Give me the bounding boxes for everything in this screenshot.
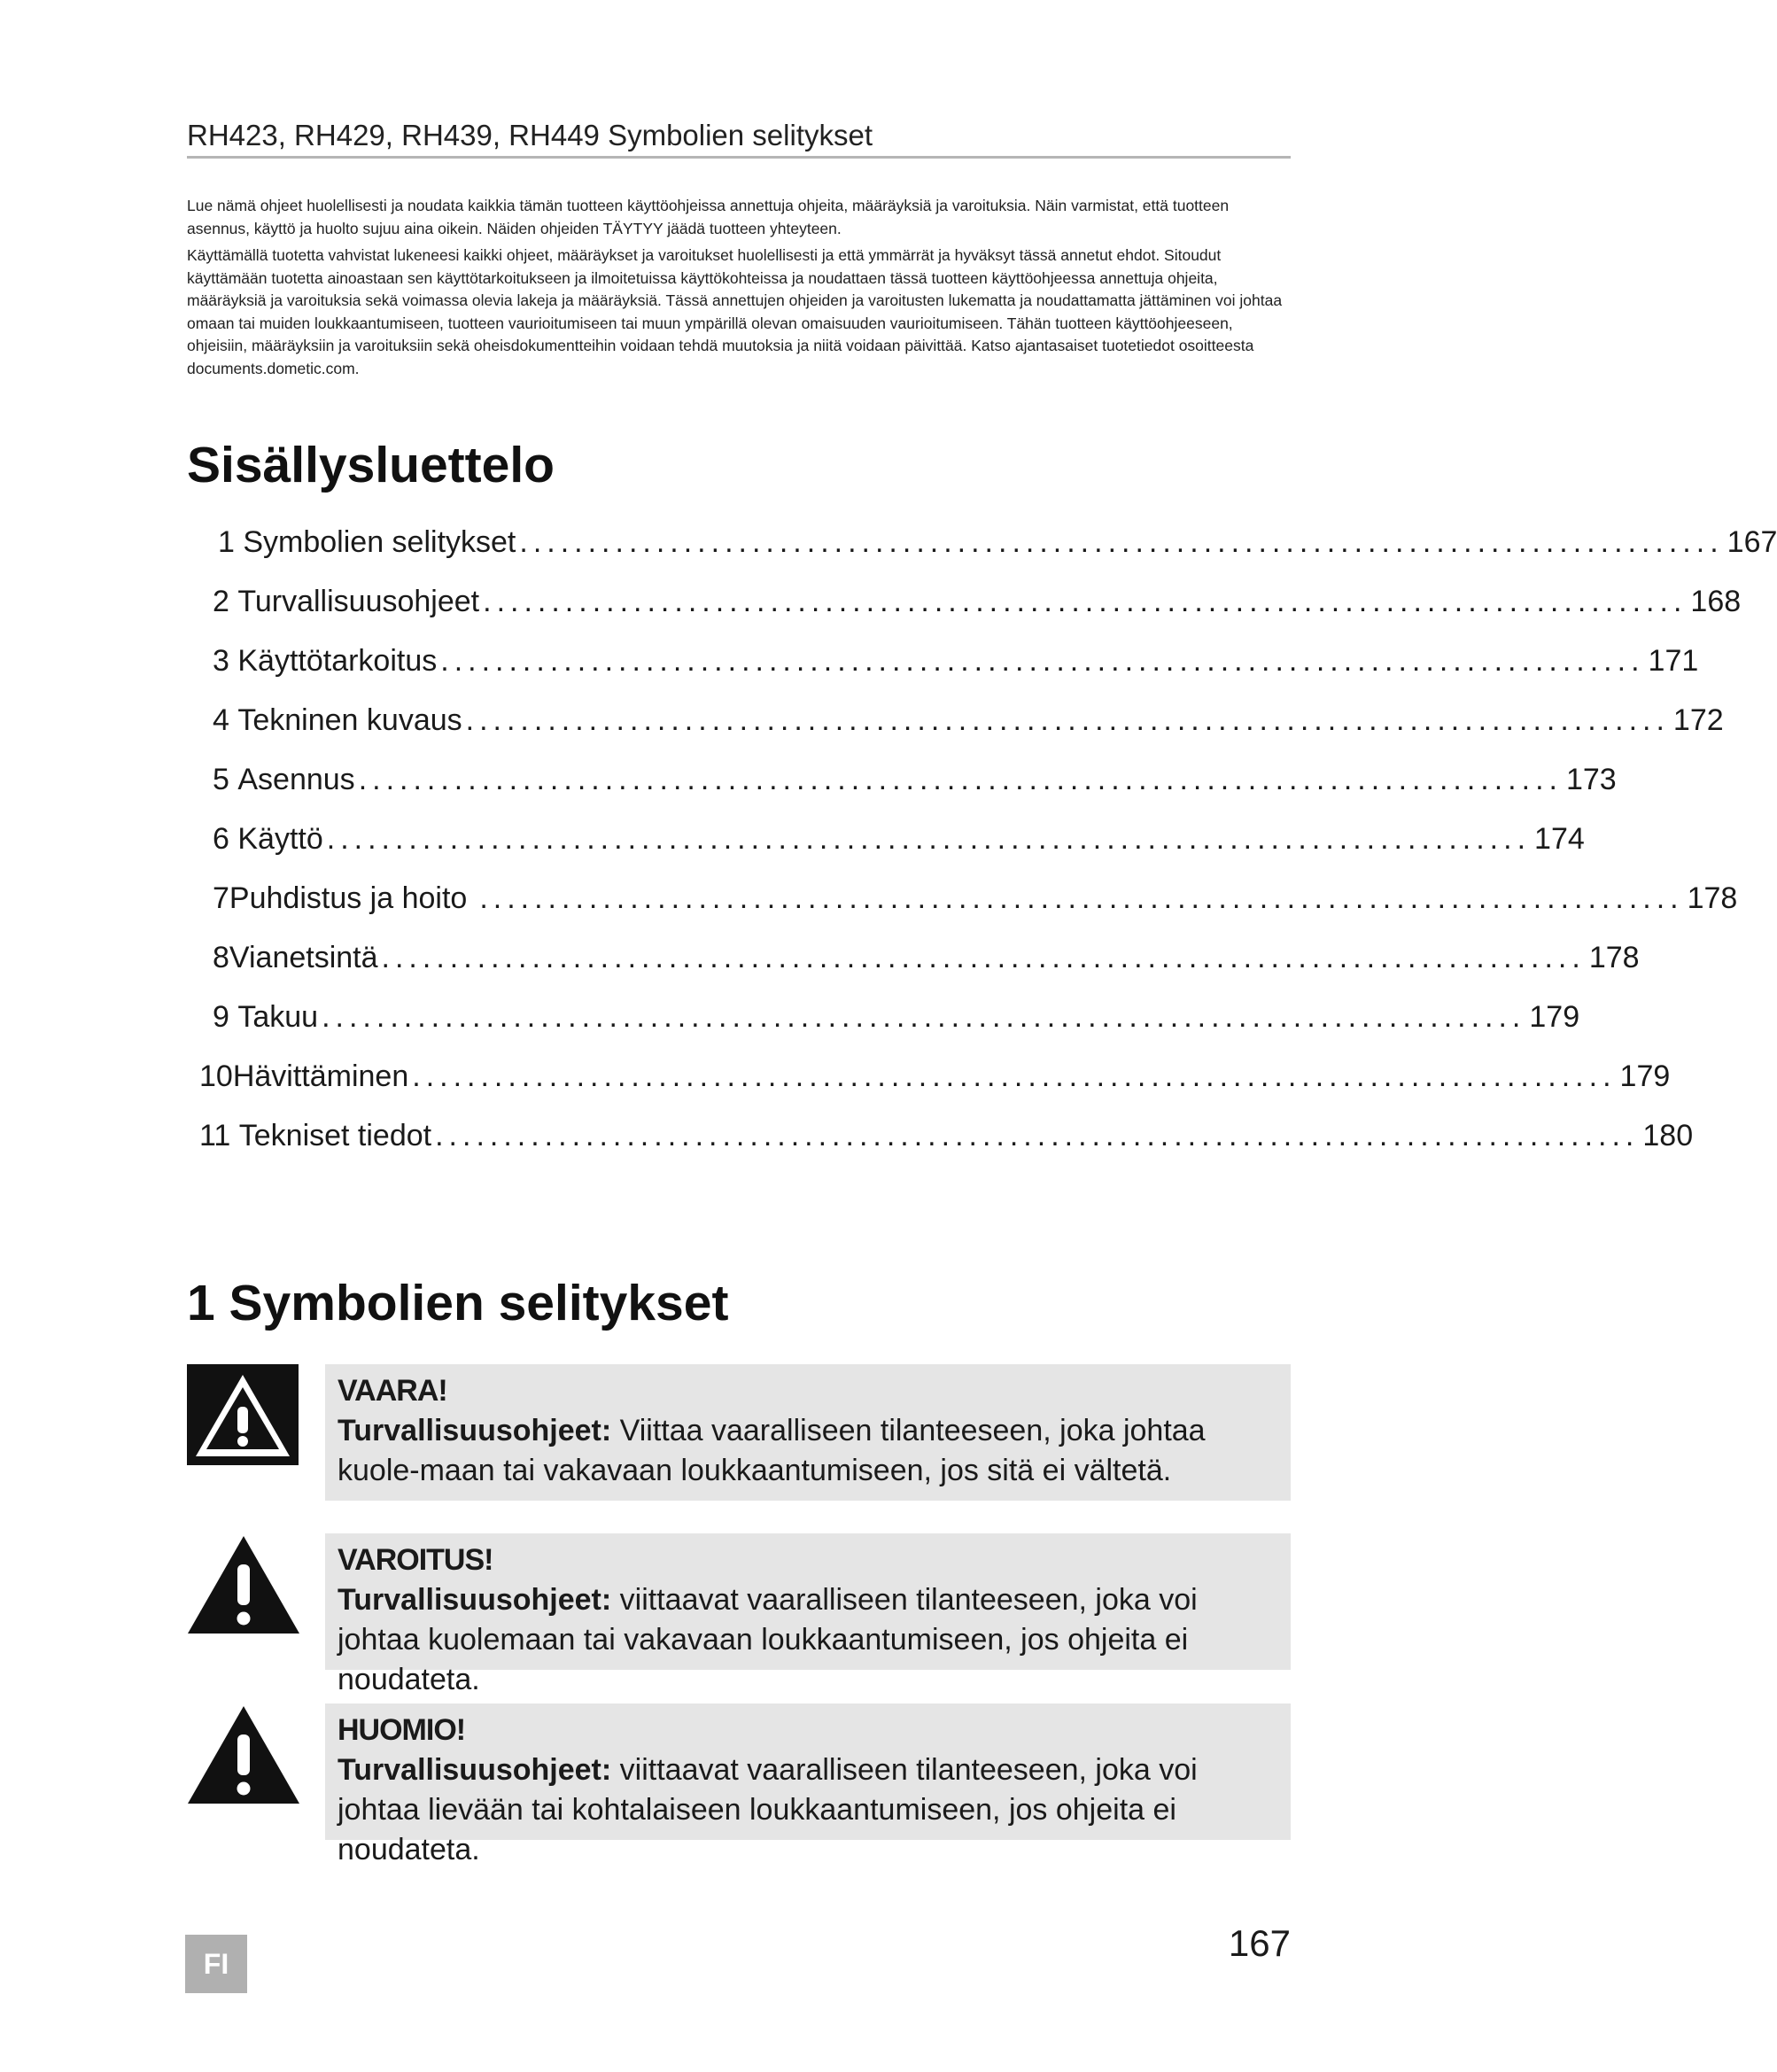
toc-item-title: Hävittäminen: [232, 1059, 409, 1093]
toc-item-page: 173: [1565, 763, 1617, 796]
caution-notice-box: [325, 1703, 1291, 1866]
warning-notice-box: [325, 1533, 1291, 1696]
toc-item[interactable]: [213, 997, 1580, 1036]
toc-leader: ........................................................................................: [519, 525, 1724, 559]
intro-text: [187, 195, 1294, 384]
warning-triangle-icon: [187, 1534, 300, 1635]
toc-item-title: Tekninen kuvaus: [237, 703, 462, 737]
toc-item-page: 179: [1619, 1059, 1671, 1093]
toc-item-number: 6: [213, 822, 238, 856]
signal-word: VAROITUS!: [338, 1543, 493, 1577]
toc-item-title: Turvallisuusohjeet: [237, 585, 480, 618]
toc-item[interactable]: [213, 819, 1585, 858]
toc-leader: ........................................................................................: [358, 763, 1563, 796]
toc-item-page: 179: [1529, 1000, 1580, 1034]
toc-item[interactable]: [213, 879, 1738, 918]
intro-paragraph-2: Käyttämällä tuotetta vahvistat lukeneesi kaikki ohjeet, määräykset ja varoitukset huolellisesti ja että ymmärrät ja hyväksyt tässä annetut ehdot. Sitoudut käyttämään tuotetta ainoastaan sen käyttötarkoitukseen ja ilmoitetuissa käyttökohteissa ja noudattaen tässä tuotteen käyttöohjeessa annettuja ohjeita, määräyksiä ja varoituksia sekä voimassa olevia lakeja ja määräyksiä. Tässä annettujen ohjeiden ja varoitusten lukematta ja noudattamatta jättäminen voi johtaa omaan tai muiden loukkaantumiseen, tuotteen vaurioitumiseen tai muun ympärillä olevan omaisuuden vaurioitumiseen. Tähän tuotteen käyttöohjeeseen, ohjeisiin, määräyksiin ja varoituksiin sekä oheisdokumentteihin voidaan tehdä muutoksia ja niitä voidaan päivittää. Katso ajantasaiset tuotetiedot osoitteesta documents.dometic.com.: [187, 246, 1283, 377]
toc-item-title: Käyttötarkoitus: [237, 644, 438, 678]
toc-item-number: 10: [199, 1059, 233, 1093]
notice-label: Turvallisuusohjeet:: [338, 1583, 612, 1617]
toc-leader: ........................................................................................: [381, 941, 1586, 974]
danger-warning-icon: [187, 1364, 299, 1465]
toc-item-number: 2: [213, 585, 238, 618]
caution-triangle-icon: [187, 1704, 300, 1805]
toc-item[interactable]: [199, 1057, 1671, 1096]
page-number: 167: [1228, 1922, 1291, 1964]
toc-item-number: 4: [213, 703, 238, 737]
toc-item-page: 167: [1727, 525, 1777, 559]
toc-item-title: Asennus: [237, 763, 355, 796]
toc-item-number: 11: [199, 1119, 239, 1152]
notice-text: Viittaa vaaralliseen tilanteeseen, joka johtaa kuole-maan tai vakavaan loukkaantumiseen, jos sitä ei vältetä.: [338, 1414, 1206, 1487]
language-tab: FI: [185, 1935, 247, 1993]
notice-label: Turvallisuusohjeet:: [338, 1753, 612, 1787]
toc-item-number: 7: [213, 881, 229, 915]
toc-item[interactable]: [213, 582, 1742, 621]
toc-item[interactable]: [213, 760, 1617, 799]
toc-item-number: 8: [213, 941, 229, 974]
toc-item-page: 174: [1534, 822, 1585, 856]
toc-item-page: 168: [1690, 585, 1742, 618]
toc-item[interactable]: [213, 701, 1724, 740]
notice-label: Turvallisuusohjeet:: [338, 1414, 612, 1447]
toc-item-number: 1: [218, 525, 244, 559]
toc-item-page: 172: [1672, 703, 1724, 737]
toc-item-page: 180: [1642, 1119, 1694, 1152]
toc-item-title: Takuu: [237, 1000, 319, 1034]
signal-word: HUOMIO!: [338, 1713, 466, 1747]
toc-item-number: 5: [213, 763, 238, 796]
toc-leader: ........................................................................................: [435, 1119, 1640, 1152]
toc-item-number: 3: [213, 644, 238, 678]
toc-item[interactable]: [213, 641, 1699, 680]
toc-item-title: Tekniset tiedot: [238, 1119, 432, 1152]
toc-leader: ........................................................................................: [440, 644, 1645, 678]
toc-leader: ........................................................................................: [465, 703, 1670, 737]
toc-item[interactable]: [213, 938, 1640, 977]
toc-item[interactable]: [218, 523, 1777, 562]
symbols-heading: 1 Symbolien selitykset: [187, 1275, 729, 1331]
notice-text: viittaavat vaaralliseen tilanteeseen, joka voi johtaa lievään tai kohtalaiseen loukkaantumiseen, jos ohjeita ei noudateta.: [338, 1753, 1198, 1866]
toc-item[interactable]: [199, 1116, 1694, 1155]
toc-item-page: 178: [1687, 881, 1738, 915]
toc-item-page: 178: [1588, 941, 1640, 974]
toc-heading: Sisällysluettelo: [187, 437, 555, 493]
toc-item-number: 9: [213, 1000, 238, 1034]
intro-paragraph-1: Lue nämä ohjeet huolellisesti ja noudata kaikkia tämän tuotteen käyttöohjeissa annettuja ohjeita, määräyksiä ja varoituksia. Näin varmistat, että tuotteen asennus, käyttö ja huolto sujuu aina oikein. Näiden ohjeiden TÄYTYY jäädä tuotteen yhteyteen.: [187, 197, 1230, 237]
toc-item-title: Käyttö: [237, 822, 323, 856]
page-header: RH423, RH429, RH439, RH449 Symbolien selitykset: [187, 119, 1291, 159]
toc-leader: ........................................................................................: [322, 1000, 1526, 1034]
toc-leader: ........................................................................................: [483, 585, 1688, 618]
toc-leader: ........................................................................................: [479, 881, 1684, 915]
toc-item-page: 171: [1648, 644, 1699, 678]
toc-item-title: Puhdistus ja hoito: [229, 881, 468, 915]
toc-item-title: Vianetsintä: [229, 941, 378, 974]
toc-leader: ........................................................................................: [412, 1059, 1617, 1093]
toc-leader: ........................................................................................: [326, 822, 1532, 856]
notice-text: viittaavat vaaralliseen tilanteeseen, joka voi johtaa kuolemaan tai vakavaan loukkaantumiseen, jos ohjeita ei noudateta.: [338, 1583, 1198, 1696]
toc-item-title: Symbolien selitykset: [243, 525, 516, 559]
signal-word: VAARA!: [338, 1374, 447, 1408]
danger-notice-box: [325, 1364, 1291, 1501]
